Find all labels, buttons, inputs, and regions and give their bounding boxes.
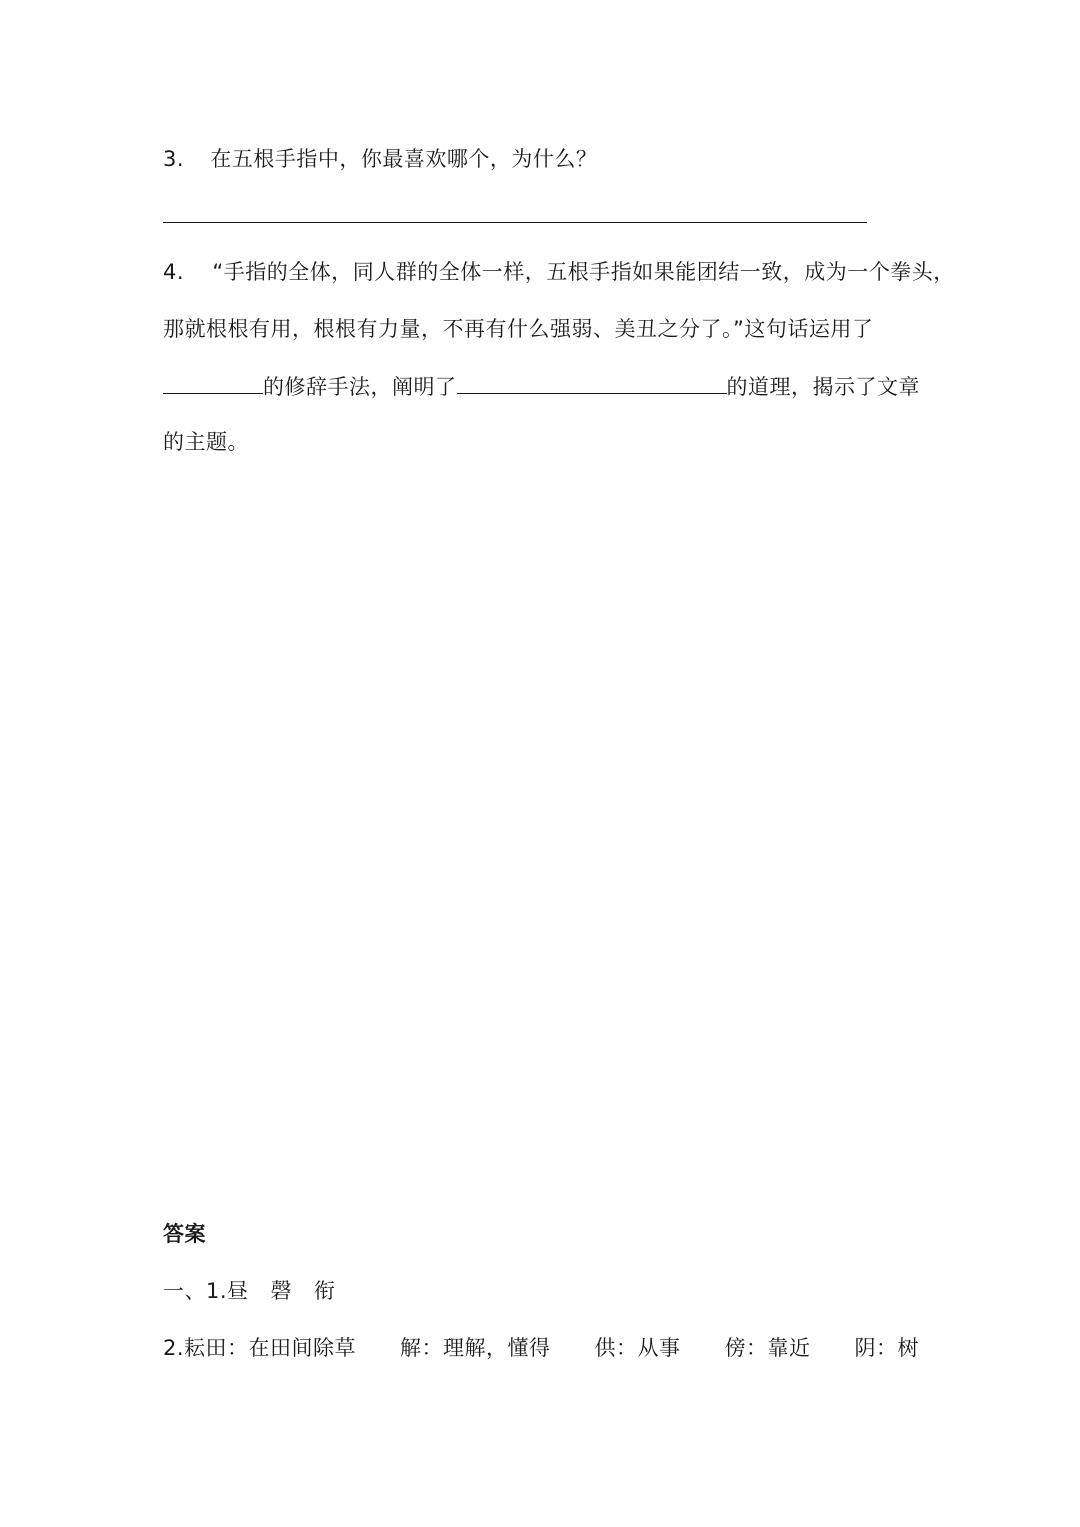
entry-word: 傍 (724, 1336, 747, 1360)
answer-char-3: 衔 (314, 1279, 336, 1303)
answers-section-1-prefix: 一、1. (163, 1279, 228, 1303)
question-4-text-line-1: “手指的全体，同人群的全体一样，五根手指如果能团结一致，成为一个拳头， (212, 260, 955, 284)
entry-meaning: 靠近 (767, 1336, 811, 1360)
answers-item-2: 2.耘田：在田间除草 解：理解，懂得 供：从事 傍：靠近 阴：树 (163, 1336, 920, 1360)
answers-section-1 (163, 1276, 336, 1306)
question-4-line-1 (163, 257, 955, 287)
question-4-number: 4. (163, 260, 185, 284)
question-4-line-3 (163, 371, 920, 402)
question-4-text-line-4: 的主题。 (163, 430, 249, 454)
entry-word: 供 (594, 1336, 617, 1360)
question-4-text-line-3a: 的修辞手法，阐明了 (263, 375, 457, 399)
entry-meaning: 从事 (637, 1336, 681, 1360)
entry-word: 阴 (854, 1336, 877, 1360)
question-3-number: 3. (163, 147, 185, 171)
question-4-text-line-3b: 的道理，揭示了文章 (726, 375, 920, 399)
entry-meaning: 树 (897, 1336, 920, 1360)
question-3 (163, 144, 597, 174)
entry-meaning: 在田间除草 (248, 1336, 357, 1360)
entry-word: 解 (400, 1336, 422, 1360)
entry-word: 耘田 (184, 1336, 228, 1360)
entry-meaning: 理解，懂得 (443, 1336, 551, 1360)
question-4-text-line-2: 那就根根有用，根根有力量，不再有什么强弱、美丑之分了。”这句话运用了 (163, 317, 874, 341)
question-3-text: 在五根手指中，你最喜欢哪个，为什么？ (210, 147, 598, 171)
question-3-answer-blank[interactable] (163, 222, 867, 223)
answers-heading: 答案 (163, 1222, 206, 1246)
rhetoric-blank[interactable] (163, 371, 263, 394)
question-4-line-2 (163, 314, 873, 344)
answers-item-2-prefix: 2. (163, 1336, 185, 1360)
principle-blank[interactable] (457, 371, 727, 394)
answer-char-1: 昼 (227, 1279, 249, 1303)
answer-char-2: 磬 (270, 1279, 293, 1303)
question-4-line-4 (163, 427, 249, 457)
